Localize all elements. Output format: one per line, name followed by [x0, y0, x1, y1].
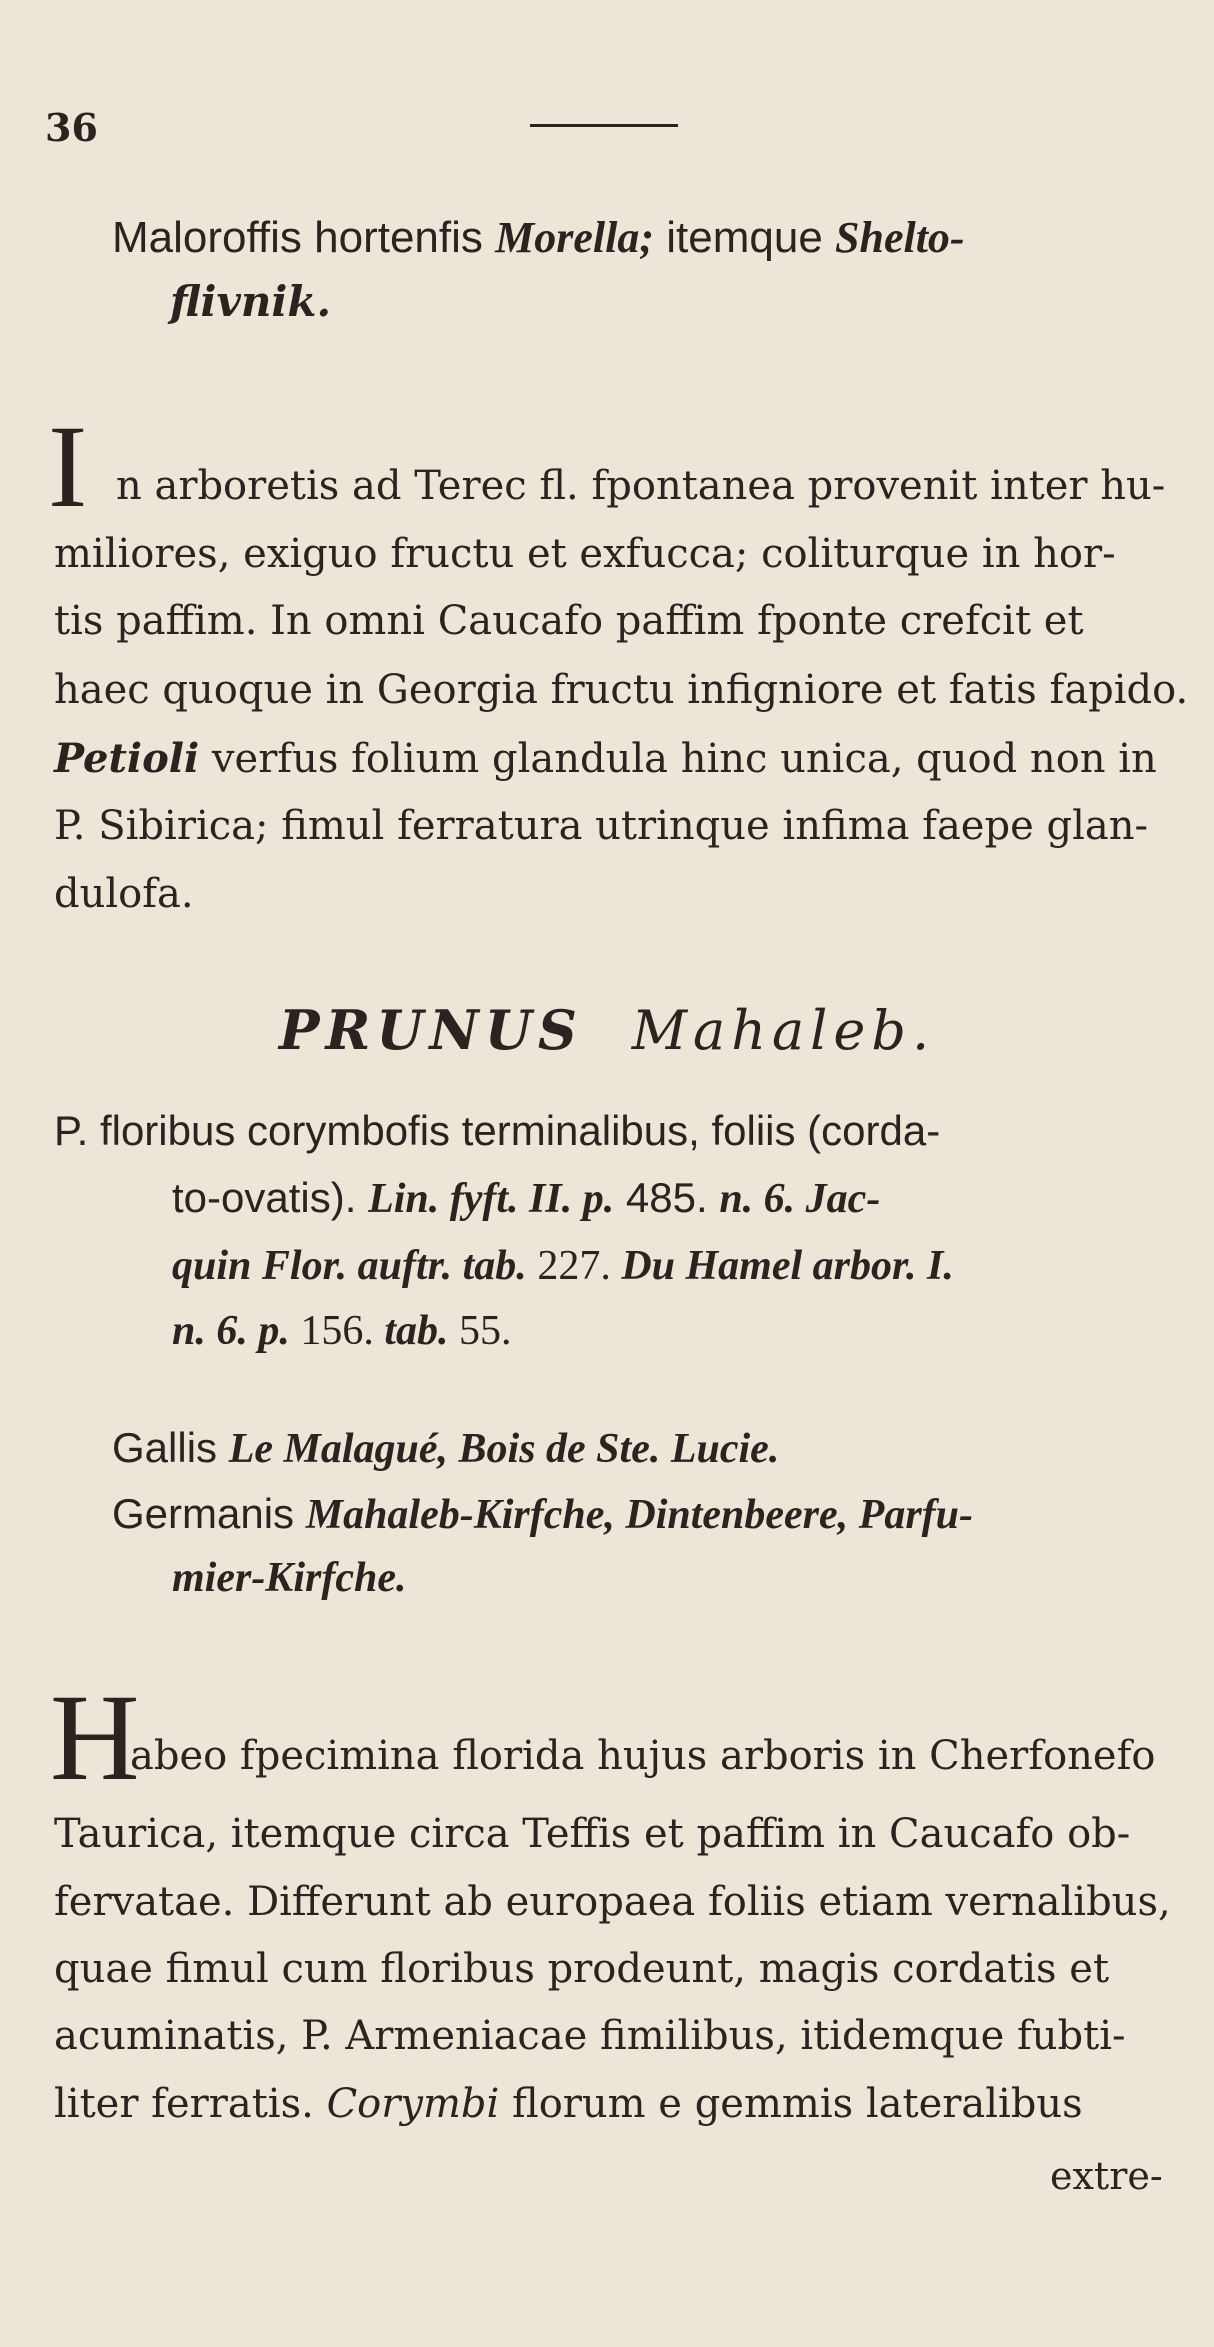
genus-name: PRUNUS — [278, 998, 583, 1062]
para1-line-2: miliores, exiguo fructu et exfucca; coliturque in hor- — [54, 531, 1116, 577]
italic-term: Petioli — [54, 735, 200, 782]
italic-term: Shelto- — [835, 213, 965, 262]
para2-line-5: acuminatis, P. Armeniacae fimilibus, itidemque fubti- — [54, 2013, 1126, 2059]
citation: quin Flor. auftr. tab. — [172, 1243, 527, 1289]
para1-line-4: haec quoque in Georgia fructu infigniore et fatis fapido. — [54, 667, 1189, 713]
diagnosis-line-3 — [172, 1240, 954, 1292]
opening-line-2: flivnik. — [170, 277, 332, 326]
vernacular-line-2 — [112, 1488, 973, 1541]
vernacular-line-1 — [112, 1422, 779, 1475]
vernacular-names: Le Malagué, Bois de Ste. Lucie. — [228, 1426, 780, 1472]
para2-line-6 — [54, 2078, 1083, 2130]
citation: tab. — [384, 1308, 449, 1354]
text-segment: 227. — [526, 1243, 622, 1289]
drop-cap-H: H — [50, 1669, 140, 1806]
text-segment: florum e gemmis lateralibus — [499, 2081, 1083, 2127]
species-heading — [0, 998, 1214, 1062]
catchword: extre- — [1050, 2154, 1163, 2198]
text-segment: Gallis — [112, 1424, 229, 1471]
text-segment: to-ovatis). — [172, 1174, 369, 1221]
text-segment: Germanis — [112, 1490, 306, 1537]
para1-line-5 — [54, 733, 1157, 785]
page-number: 36 — [45, 105, 98, 150]
species-epithet: Mahaleb. — [631, 999, 936, 1062]
citation: Jac- — [795, 1176, 881, 1222]
diagnosis-line-4 — [172, 1305, 512, 1357]
text-segment: verfus folium glandula hinc unica, quod non in — [199, 736, 1157, 782]
drop-cap-I: I — [48, 401, 88, 532]
para1-line-3: tis paffim. In omni Caucafo paffim fponte crefcit et — [54, 598, 1084, 644]
citation: Lin. fyft. II. p. — [368, 1176, 615, 1222]
text-segment: 55. — [448, 1308, 512, 1354]
para1-line-1: n arboretis ad Terec fl. fpontanea provenit inter hu- — [116, 463, 1166, 509]
text-segment: itemque — [654, 213, 836, 262]
opening-line-1 — [112, 212, 965, 264]
diagnosis-line-1: P. floribus corymbofis terminalibus, foliis (corda- — [54, 1107, 941, 1154]
italic-term: Corymbi — [326, 2081, 500, 2127]
para1-line-6: P. Sibirica; fimul ferratura utrinque infima faepe glan- — [54, 803, 1148, 849]
italic-term: Morella; — [495, 213, 655, 262]
para2-line-1: abeo fpecimina florida hujus arboris in Cherfonefo — [130, 1733, 1156, 1779]
diagnosis-line-2 — [172, 1172, 880, 1225]
text-segment: 485. — [614, 1174, 720, 1221]
text-segment: liter ferratis. — [54, 2081, 327, 2127]
text-segment: 156. — [289, 1308, 385, 1354]
vernacular-line-3: mier-Kirfche. — [172, 1555, 407, 1601]
vernacular-names: Mahaleb-Kirfche, Dintenbeere, Parfu- — [305, 1492, 974, 1538]
para2-line-4: quae fimul cum floribus prodeunt, magis cordatis et — [54, 1946, 1110, 1992]
para2-line-2: Taurica, itemque circa Teffis et paffim in Caucafo ob- — [54, 1811, 1131, 1857]
text-segment: Maloroffis hortenfis — [112, 213, 496, 262]
citation: n. 6. p. — [172, 1308, 290, 1354]
citation: n. 6. — [719, 1176, 796, 1222]
para2-line-3: fervatae. Differunt ab europaea foliis etiam vernalibus, — [54, 1879, 1171, 1925]
para1-line-7: dulofa. — [54, 871, 194, 917]
citation: Du Hamel arbor. I. — [621, 1243, 954, 1289]
header-rule — [530, 124, 678, 127]
